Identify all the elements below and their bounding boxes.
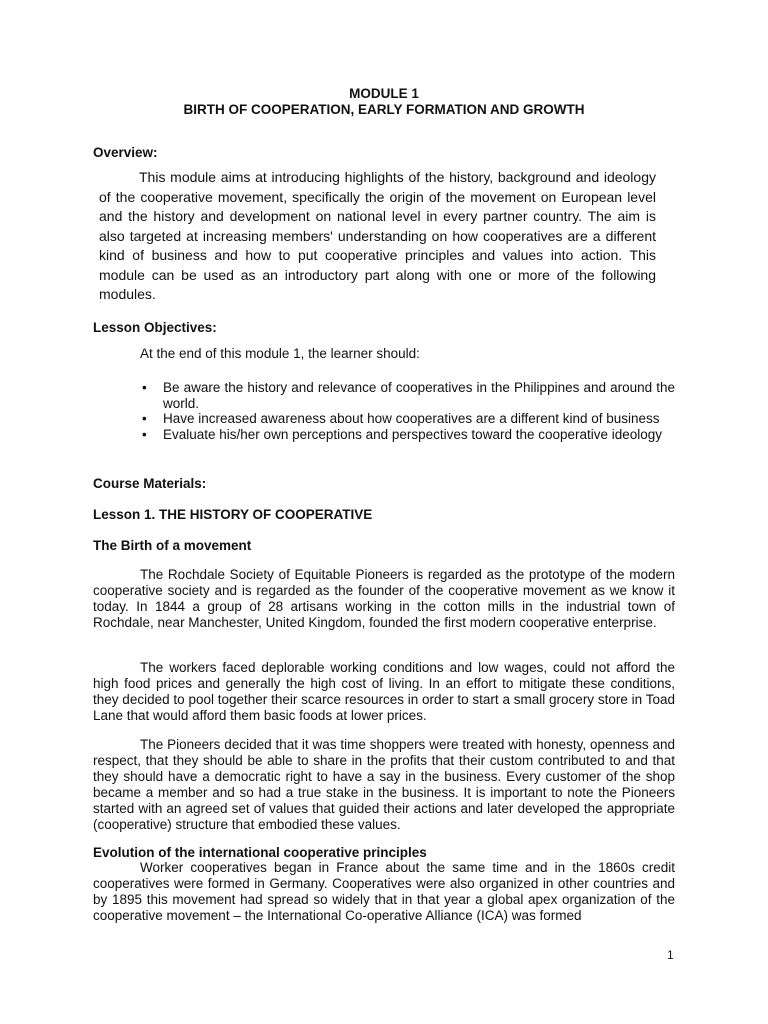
section-subheading: The Birth of a movement xyxy=(93,538,252,553)
body-paragraph: The workers faced deplorable working conditions and low wages, could not afford the high food prices and generally the high cost of living. In an effort to mitigate these conditions, they decided to pool together their scarce resources in order to start a small grocery store in Toad Lane that would afford them basic foods at lower prices. xyxy=(93,660,675,723)
bullet-icon: • xyxy=(142,426,147,442)
course-materials-heading: Course Materials: xyxy=(93,476,207,491)
list-item: • Be aware the history and relevance of cooperatives in the Philippines and around the world. xyxy=(142,380,675,411)
bullet-icon: • xyxy=(142,411,147,426)
objectives-heading: Lesson Objectives: xyxy=(93,320,217,335)
objectives-intro: At the end of this module 1, the learner should: xyxy=(140,346,420,361)
page-number: 1 xyxy=(667,948,674,962)
evolution-heading: Evolution of the international cooperative principles xyxy=(93,845,427,860)
body-paragraph: Worker cooperatives began in France about the same time and in the 1860s credit cooperatives were formed in Germany. Cooperatives were also organized in other countries and by 1895 this movement had spread so widely that in that year a global apex organization of the cooperative movement – the International Co-operative Alliance (ICA) was formed xyxy=(93,860,675,923)
overview-paragraph: This module aims at introducing highlights of the history, background and ideology of the cooperative movement, specifically the origin of the movement on European level and the history and development on national level in every partner country. The aim is also targeted at increasing members' understanding on how cooperatives are a different kind of business and how to put cooperative principles and values into action. This module can be used as an introductory part along with one or more of the following modules. xyxy=(99,169,656,302)
bullet-icon: • xyxy=(142,380,147,395)
module-title: BIRTH OF COOPERATION, EARLY FORMATION AND GROWTH xyxy=(183,102,585,117)
body-paragraph: The Rochdale Society of Equitable Pioneers is regarded as the prototype of the modern cooperative society and is regarded as the founder of the cooperative movement as we know it today. In 1844 a group of 28 artisans working in the cotton mills in the industrial town of Rochdale, near Manchester, United Kingdom, founded the first modern cooperative enterprise. xyxy=(93,567,675,630)
objectives-list xyxy=(140,380,675,442)
list-item: • Evaluate his/her own perceptions and perspectives toward the cooperative ideology xyxy=(142,426,663,442)
lesson-heading: Lesson 1. THE HISTORY OF COOPERATIVE xyxy=(93,507,373,522)
overview-heading: Overview: xyxy=(93,145,158,160)
list-item: • Have increased awareness about how cooperatives are a different kind of business xyxy=(142,411,660,426)
body-paragraph: The Pioneers decided that it was time shoppers were treated with honesty, openness and respect, that they should be able to share in the profits that their custom contributed to and that they should have a democratic right to have a say in the business. Every customer of the shop became a member and so had a true stake in the business. It is important to note the Pioneers started with an agreed set of values that guided their actions and later developed the appropriate (cooperative) structure that embodied these values. xyxy=(93,737,675,832)
module-number: MODULE 1 xyxy=(349,86,419,101)
